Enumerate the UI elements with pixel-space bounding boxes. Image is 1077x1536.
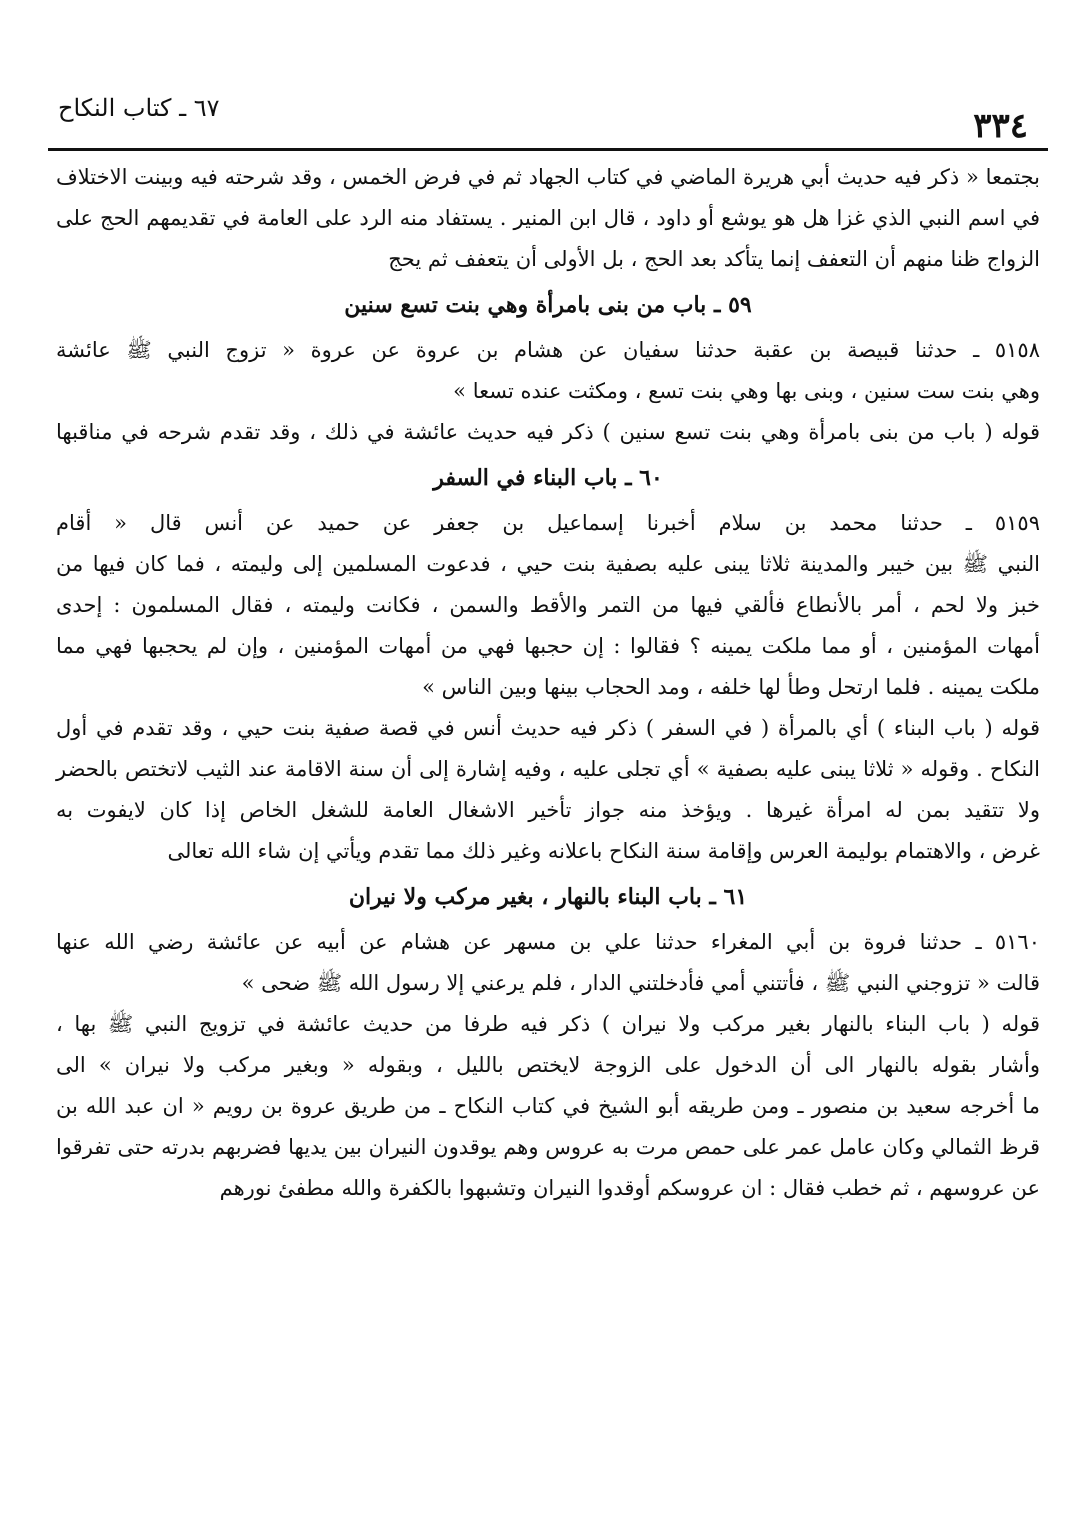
commentary-block-1 — [48, 157, 1048, 280]
page-number: ٣٣٤ — [973, 106, 1028, 146]
text-line: عن عروسهم ، ثم خطب فقال : ان عروسكم أوقدوا النيران وتشبهوا بالكفرة والله مطفئ نورهم — [219, 1176, 1040, 1200]
page-header — [48, 90, 1048, 151]
chapter-heading-60: ٦٠ ـ باب البناء في السفر — [433, 465, 663, 491]
text-line: في اسم النبي الذي غزا هل هو يوشع أو داود ، قال ابن المنير . يستفاد منه الرد على العامة في تقديمهم الحج على — [56, 206, 1040, 230]
text-line: ٥١٥٨ ـ حدثنا قبيصة بن عقبة حدثنا سفيان عن هشام بن عروة عن عروة « تزوج النبي ﷺ عائشة — [56, 338, 1040, 362]
text-line: النبي ﷺ بين خيبر والمدينة ثلاثا يبنى عليه بصفية بنت حيي ، فدعوت المسلمين إلى وليمته ، فما كان فيها من — [56, 552, 1040, 576]
text-line: النكاح . وقوله « ثلاثا يبنى عليه بصفية » أي تجلى عليه ، وفيه إشارة إلى أن سنة الاقامة عند الثيب لاتختص بالحضر — [56, 757, 1040, 781]
hadith-5160 — [48, 922, 1048, 1004]
text-line: ولا تتقيد بمن له امرأة غيرها . ويؤخذ منه جواز تأخير الاشغال العامة للشغل الخاص إذا كان لايفوت به — [56, 798, 1040, 822]
text-line: خبز ولا لحم ، أمر بالأنطاع فألقي فيها من التمر والأقط والسمن ، فكانت وليمته ، فقال المسلمون : إحدى — [56, 593, 1040, 617]
text-line: ٥١٥٩ ـ حدثنا محمد بن سلام أخبرنا إسماعيل بن جعفر عن حميد عن أنس قال « أقام — [56, 511, 1040, 535]
chapter-heading-59: ٥٩ ـ باب من بنى بامرأة وهي بنت تسع سنين — [344, 292, 752, 318]
text-line: قرظ الثمالي وكان عامل عمر على حمص مرت به عروس وهم يوقدون النيران بين يديها فضربهم بدرته حتى تفرقوا — [56, 1135, 1040, 1159]
hadith-5158 — [48, 330, 1048, 412]
text-line: غرض ، والاهتمام بوليمة العرس وإقامة سنة النكاح باعلانه وغير ذلك مما تقدم ويأتي إن شاء الله تعالى — [167, 839, 1040, 863]
hadith-5159 — [48, 503, 1048, 708]
text-line: ما أخرجه سعيد بن منصور ـ ومن طريقه أبو الشيخ في كتاب النكاح ـ من طريق عروة بن رويم « ان عبد الله بن — [56, 1094, 1040, 1118]
commentary-59 — [48, 412, 1048, 453]
text-line: قوله ( باب البناء ) أي بالمرأة ( في السفر ) ذكر فيه حديث أنس في قصة صفية بنت حيي ، وقد تقدم في أول — [56, 716, 1040, 740]
text-line: ٥١٦٠ ـ حدثنا فروة بن أبي المغراء حدثنا علي بن مسهر عن هشام عن أبيه عن عائشة رضي الله عنها — [56, 930, 1040, 954]
commentary-61 — [48, 1004, 1048, 1209]
text-line: الزواج ظنا منهم أن التعفف إنما يتأكد بعد الحج ، بل الأولى أن يتعفف ثم يحج — [388, 247, 1040, 271]
commentary-60 — [48, 708, 1048, 872]
document-page — [48, 90, 1048, 1209]
text-line: وهي بنت ست سنين ، وبنى بها وهي بنت تسع ، ومكثت عنده تسعا » — [453, 379, 1040, 403]
chapter-heading-61: ٦١ ـ باب البناء بالنهار ، بغير مركب ولا نيران — [348, 884, 748, 910]
text-line: قوله ( باب البناء بالنهار بغير مركب ولا نيران ) ذكر فيه طرفا من حديث عائشة في تزويج النبي ﷺ بها ، — [56, 1012, 1040, 1036]
book-title: ٦٧ ـ كتاب النكاح — [58, 94, 220, 122]
text-line: قوله ( باب من بنى بامرأة وهي بنت تسع سنين ) ذكر فيه حديث عائشة في ذلك ، وقد تقدم شرحه في مناقبها — [56, 420, 1040, 444]
text-line: أمهات المؤمنين ، أو مما ملكت يمينه ؟ فقالوا : إن حجبها فهي من أمهات المؤمنين ، وإن لم يحجبها فهي مما — [56, 634, 1040, 658]
text-line: وأشار بقوله بالنهار الى أن الدخول على الزوجة لايختص بالليل ، وبقوله « وبغير مركب ولا نيران » الى — [56, 1053, 1040, 1077]
text-line: قالت « تزوجني النبي ﷺ ، فأتتني أمي فأدخلتني الدار ، فلم يرعني إلا رسول الله ﷺ ضحى » — [241, 971, 1040, 995]
text-line: بجتمعا « ذكر فيه حديث أبي هريرة الماضي في كتاب الجهاد ثم في فرض الخمس ، وقد شرحته فيه وبينت الاختلاف — [56, 165, 1040, 189]
text-line: ملكت يمينه . فلما ارتحل وطأ لها خلفه ، ومد الحجاب بينها وبين الناس » — [422, 675, 1040, 699]
